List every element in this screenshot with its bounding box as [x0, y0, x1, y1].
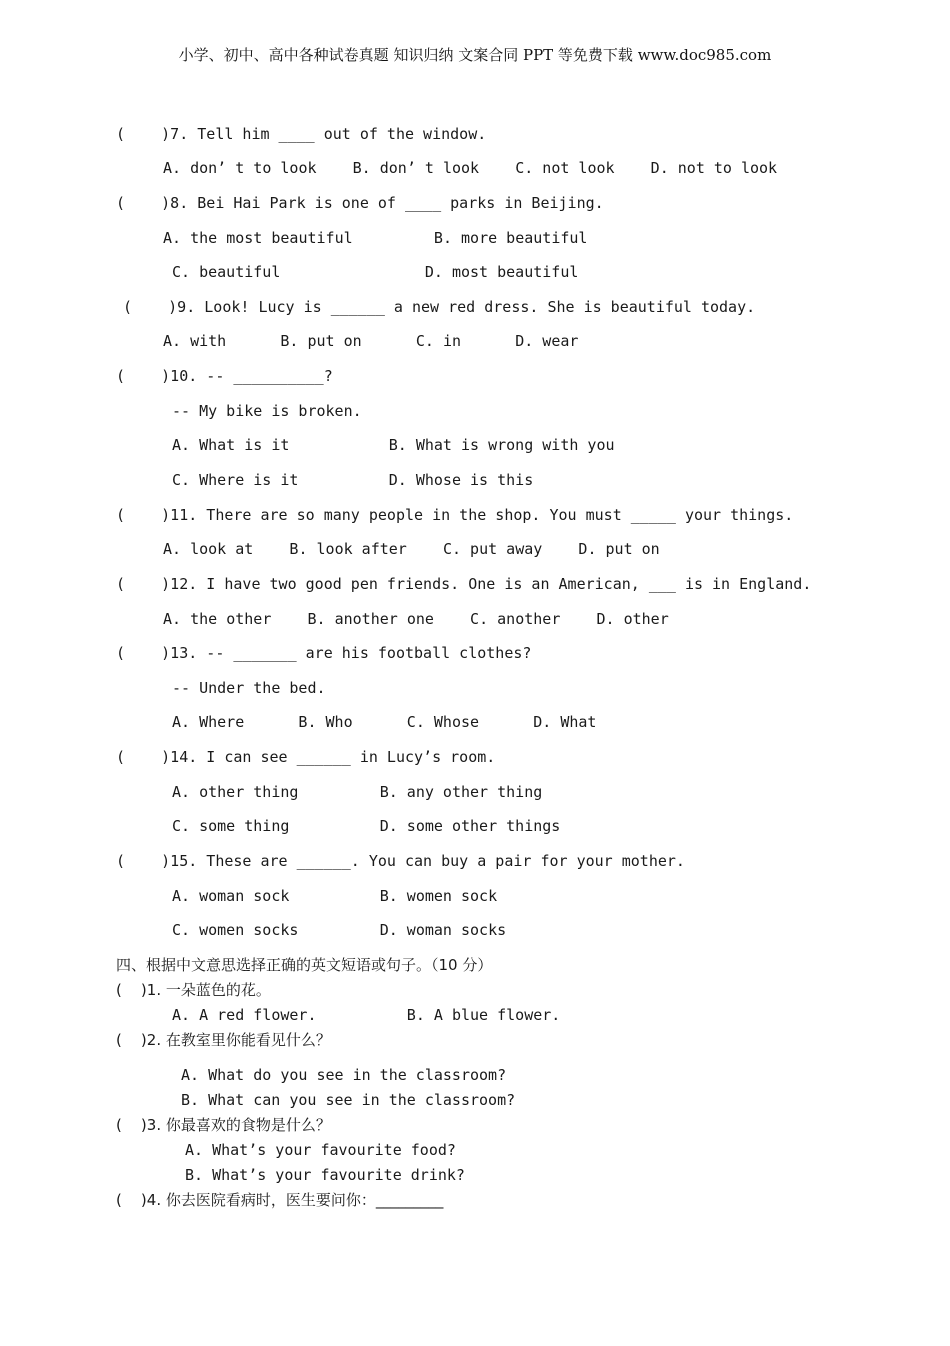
- question-8-stem: ( )8. Bei Hai Park is one of ____ parks in Beijing.: [116, 194, 604, 212]
- section-4-q2-option-b: B. What can you see in the classroom?: [181, 1091, 516, 1109]
- section-4-title: 四、根据中文意思选择正确的英文短语或句子。（10 分）: [116, 956, 493, 974]
- question-10-answer: -- My bike is broken.: [172, 402, 362, 420]
- question-13-answer: -- Under the bed.: [172, 679, 326, 697]
- question-10-options-cd: C. Where is it D. Whose is this: [172, 471, 534, 489]
- question-14-stem: ( )14. I can see ______ in Lucy’s room.: [116, 748, 496, 766]
- section-4-q2-stem: ( )2. 在教室里你能看见什么？: [116, 1031, 331, 1049]
- question-15-stem: ( )15. These are ______. You can buy a pair for your mother.: [116, 852, 685, 870]
- question-11-stem: ( )11. There are so many people in the shop. You must _____ your things.: [116, 506, 794, 524]
- question-8-options-ab: A. the most beautiful B. more beautiful: [163, 229, 588, 247]
- question-14-options-cd: C. some thing D. some other things: [172, 817, 561, 835]
- question-11-options: A. look at B. look after C. put away D. put on: [163, 540, 660, 558]
- question-7-stem: ( )7. Tell him ____ out of the window.: [116, 125, 487, 143]
- question-9-options: A. with B. put on C. in D. wear: [163, 332, 579, 350]
- section-4-q2-option-a: A. What do you see in the classroom?: [181, 1066, 507, 1084]
- question-12-options: A. the other B. another one C. another D. other: [163, 610, 669, 628]
- question-7-options: A. don’ t to look B. don’ t look C. not look D. not to look: [163, 159, 778, 177]
- section-4-q4-stem: ( )4. 你去医院看病时，医生要问你：_________: [116, 1191, 444, 1209]
- question-10-options-ab: A. What is it B. What is wrong with you: [172, 436, 615, 454]
- section-4-q3-option-a: A. What’s your favourite food?: [185, 1141, 456, 1159]
- section-4-q1-stem: ( )1. 一朵蓝色的花。: [116, 981, 271, 999]
- question-13-stem: ( )13. -- _______ are his football clothes?: [116, 644, 532, 662]
- page-header: 小学、初中、高中各种试卷真题 知识归纳 文案合同 PPT 等免费下载 www.doc985.com: [178, 46, 772, 64]
- question-15-options-cd: C. women socks D. woman socks: [172, 921, 507, 939]
- question-14-options-ab: A. other thing B. any other thing: [172, 783, 543, 801]
- section-4-q1-options: A. A red flower. B. A blue flower.: [172, 1006, 561, 1024]
- question-15-options-ab: A. woman sock B. women sock: [172, 887, 498, 905]
- section-4-q3-stem: ( )3. 你最喜欢的食物是什么？: [116, 1116, 331, 1134]
- question-8-options-cd: C. beautiful D. most beautiful: [172, 263, 579, 281]
- question-10-stem: ( )10. -- __________?: [116, 367, 333, 385]
- question-12-stem: ( )12. I have two good pen friends. One is an American, ___ is in England.: [116, 575, 812, 593]
- section-4-q3-option-b: B. What’s your favourite drink?: [185, 1166, 465, 1184]
- question-9-stem: ( )9. Look! Lucy is ______ a new red dress. She is beautiful today.: [123, 298, 756, 316]
- question-13-options: A. Where B. Who C. Whose D. What: [172, 713, 597, 731]
